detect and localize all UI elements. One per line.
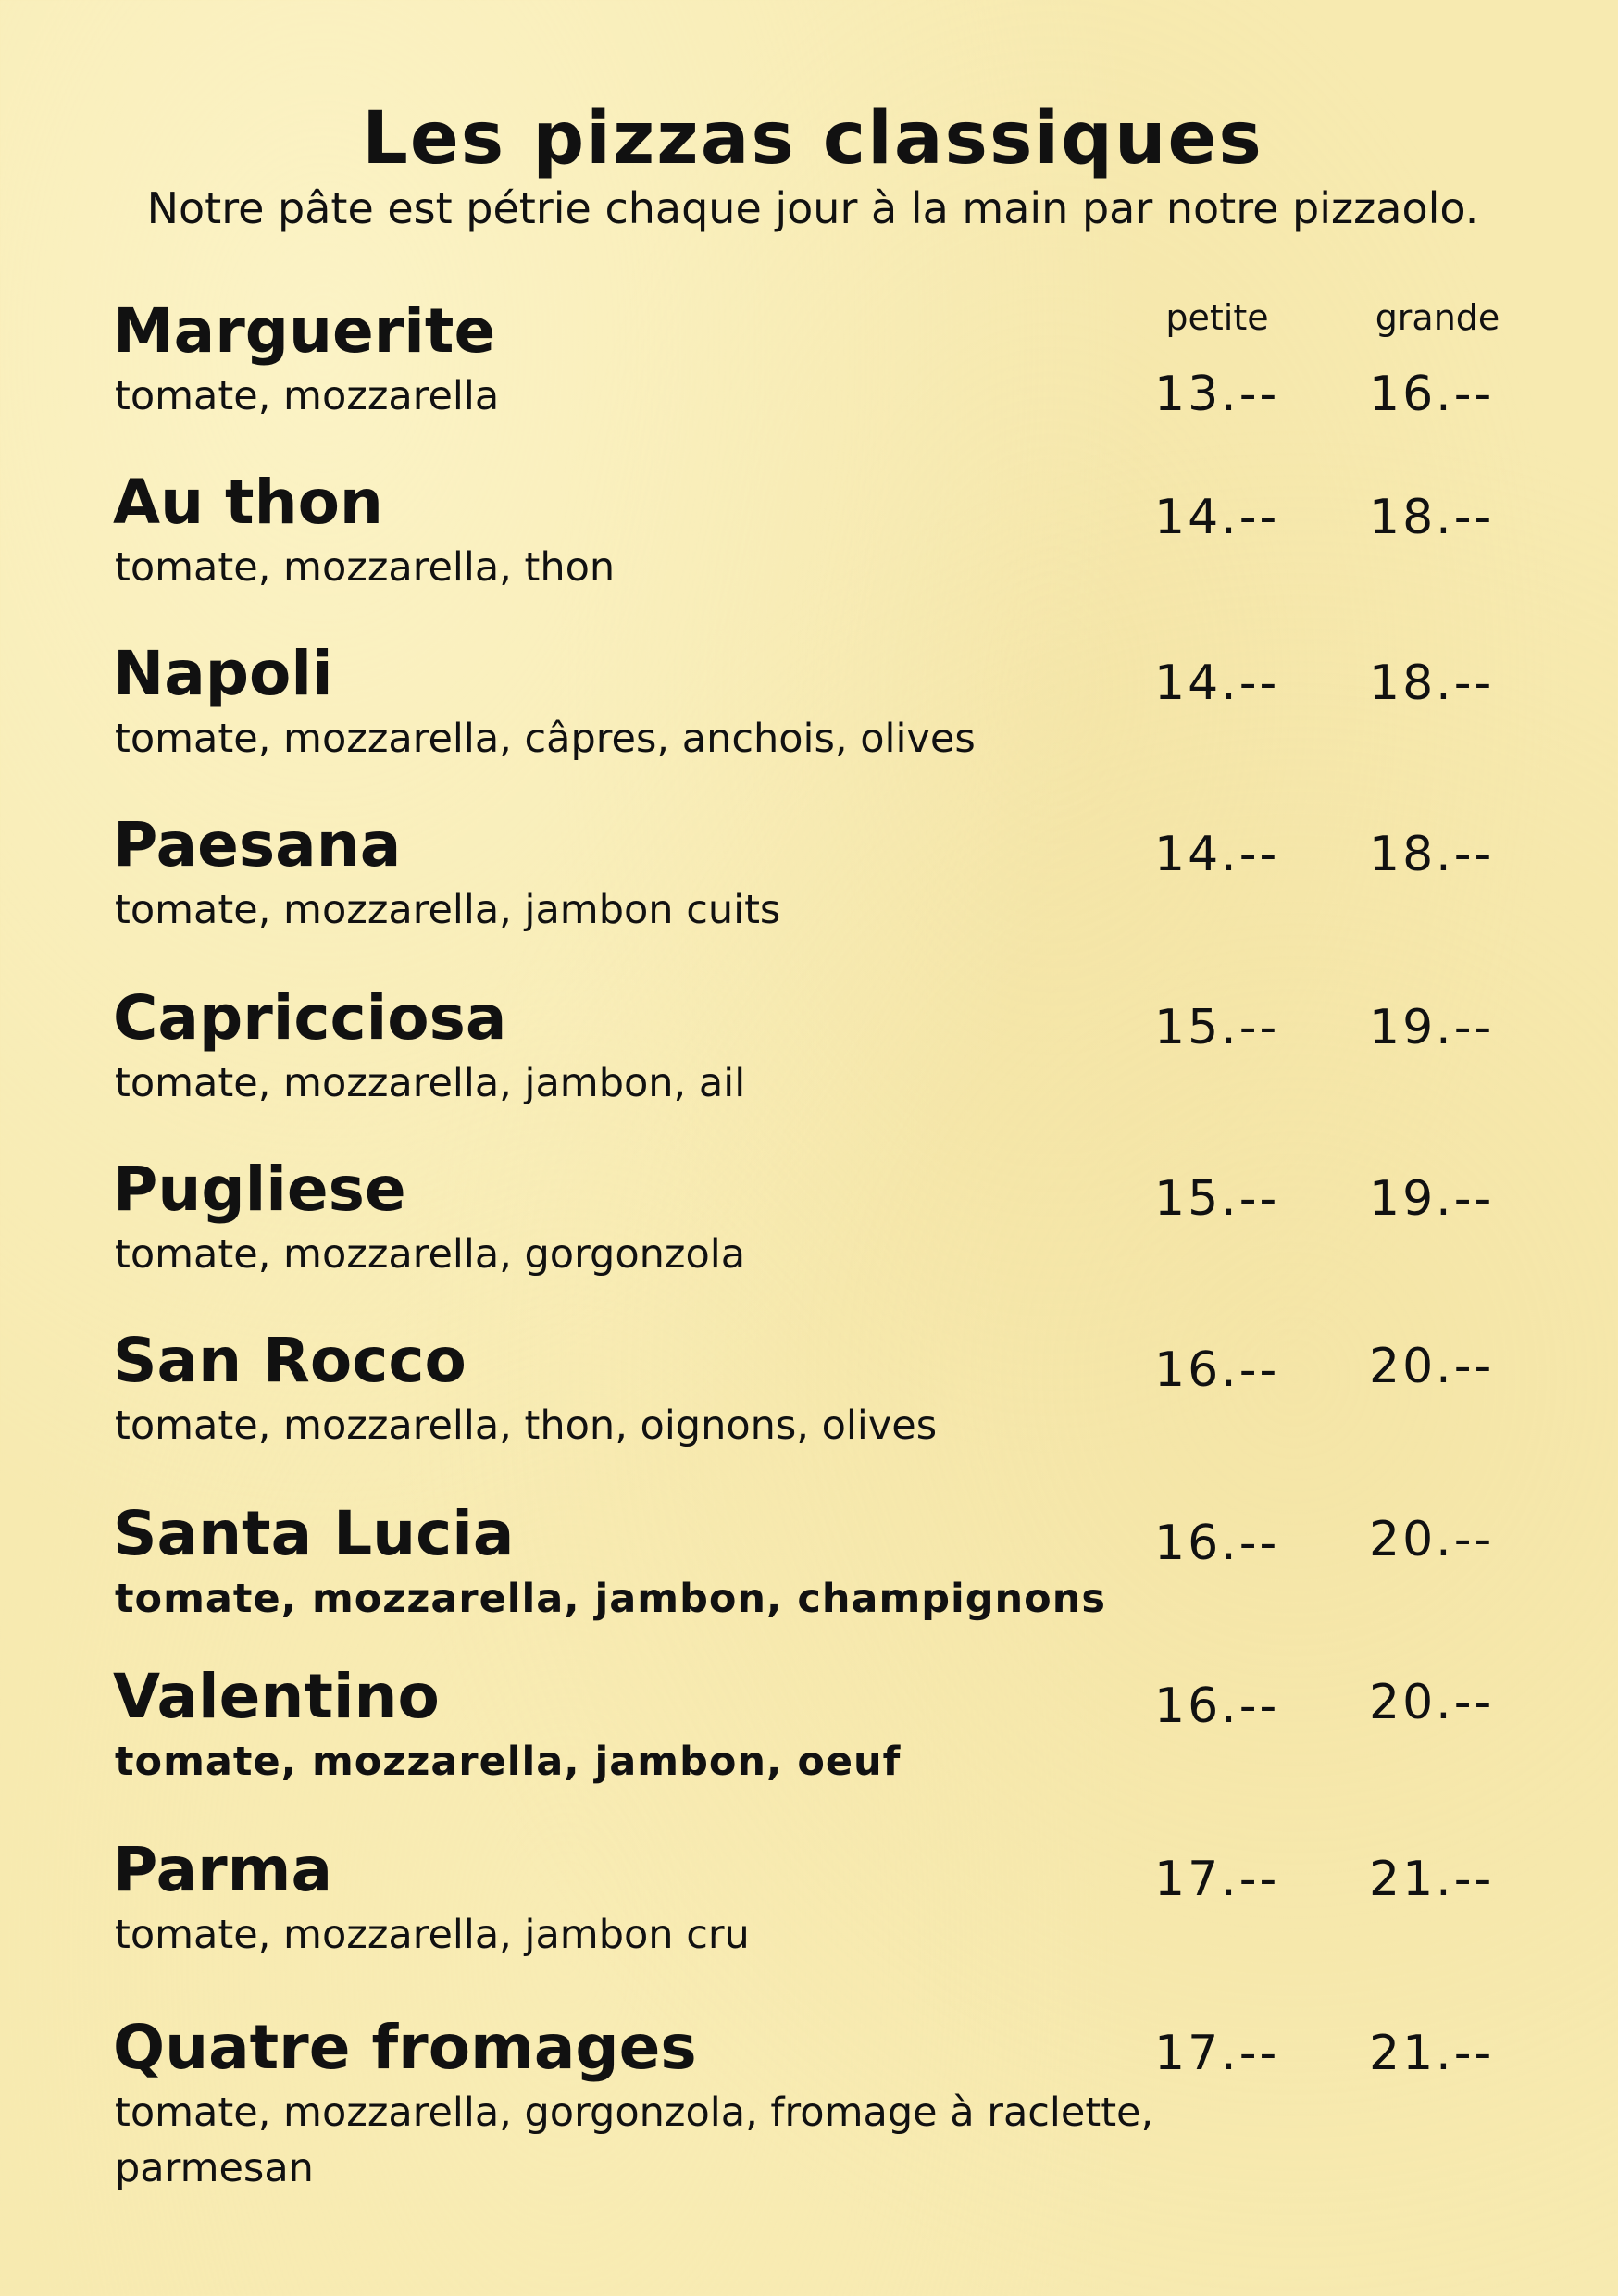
menu-item-paesana (113, 808, 1538, 966)
pizza-name: Valentino (113, 1661, 440, 1732)
pizza-name: Au thon (113, 467, 383, 538)
pizza-name: Paesana (113, 809, 402, 880)
pizza-description: tomate, mozzarella (115, 373, 500, 419)
page-title: Les pizzas classiques (362, 97, 1263, 181)
pizza-description: tomate, mozzarella, gorgonzola (115, 1231, 746, 1278)
price-grande: 21.-- (1369, 2026, 1495, 2081)
price-petite: 16.-- (1154, 1342, 1280, 1398)
price-grande: 18.-- (1369, 490, 1495, 545)
menu-item-napoli (113, 637, 1538, 794)
pizza-description: tomate, mozzarella, jambon, oeuf (115, 1739, 902, 1785)
pizza-name: Santa Lucia (113, 1498, 515, 1569)
price-petite: 16.-- (1154, 1516, 1280, 1571)
menu-item-marguerite (113, 294, 1538, 452)
pizza-description: tomate, mozzarella, jambon, champignons (115, 1576, 1106, 1622)
pizza-name: Pugliese (113, 1154, 406, 1225)
price-grande: 16.-- (1369, 367, 1495, 422)
menu-item-valentino (113, 1660, 1538, 1817)
page-subtitle: Notre pâte est pétrie chaque jour à la main par notre pizzaolo. (146, 183, 1479, 233)
pizza-name: Capricciosa (113, 982, 507, 1054)
price-grande: 20.-- (1369, 1675, 1495, 1730)
price-petite: 15.-- (1154, 1171, 1280, 1227)
pizza-name: Parma (113, 1834, 332, 1905)
pizza-name: Napoli (113, 638, 333, 709)
price-grande: 20.-- (1369, 1512, 1495, 1567)
price-grande: 18.-- (1369, 827, 1495, 882)
pizza-description: tomate, mozzarella, jambon, ail (115, 1060, 746, 1106)
menu-item-pugliese (113, 1153, 1538, 1310)
price-petite: 13.-- (1154, 367, 1280, 422)
price-petite: 14.-- (1154, 827, 1280, 882)
price-petite: 16.-- (1154, 1678, 1280, 1734)
menu-item-santa-lucia (113, 1497, 1538, 1654)
menu-item-quatre-fromages (113, 2011, 1538, 2205)
price-petite: 14.-- (1154, 490, 1280, 545)
pizza-description: tomate, mozzarella, thon (115, 544, 616, 591)
price-grande: 19.-- (1369, 1000, 1495, 1055)
price-petite: 15.-- (1154, 1000, 1280, 1055)
price-petite: 17.-- (1154, 1852, 1280, 1907)
size-header-grande: grande (1375, 297, 1500, 338)
price-petite: 14.-- (1154, 655, 1280, 711)
pizza-description: tomate, mozzarella, jambon cru (115, 1912, 750, 1958)
price-grande: 21.-- (1369, 1852, 1495, 1907)
pizza-name: Marguerite (113, 295, 496, 367)
pizza-description: tomate, mozzarella, câpres, anchois, olives (115, 716, 976, 762)
menu-item-parma (113, 1833, 1538, 1990)
menu-item-capricciosa (113, 981, 1538, 1139)
menu-item-san-rocco (113, 1324, 1538, 1481)
pizza-description: tomate, mozzarella, jambon cuits (115, 887, 781, 933)
pizza-description: tomate, mozzarella, thon, oignons, olives (115, 1403, 938, 1449)
pizza-name: San Rocco (113, 1325, 467, 1396)
size-header-petite: petite (1165, 297, 1269, 338)
price-grande: 20.-- (1369, 1339, 1495, 1394)
pizza-description: tomate, mozzarella, gorgonzola, fromage à raclette, parmesan (115, 2090, 1154, 2191)
price-grande: 18.-- (1369, 655, 1495, 711)
price-grande: 19.-- (1369, 1171, 1495, 1227)
price-petite: 17.-- (1154, 2026, 1280, 2081)
menu-item-au-thon (113, 466, 1538, 623)
pizza-name: Quatre fromages (113, 2012, 697, 2083)
